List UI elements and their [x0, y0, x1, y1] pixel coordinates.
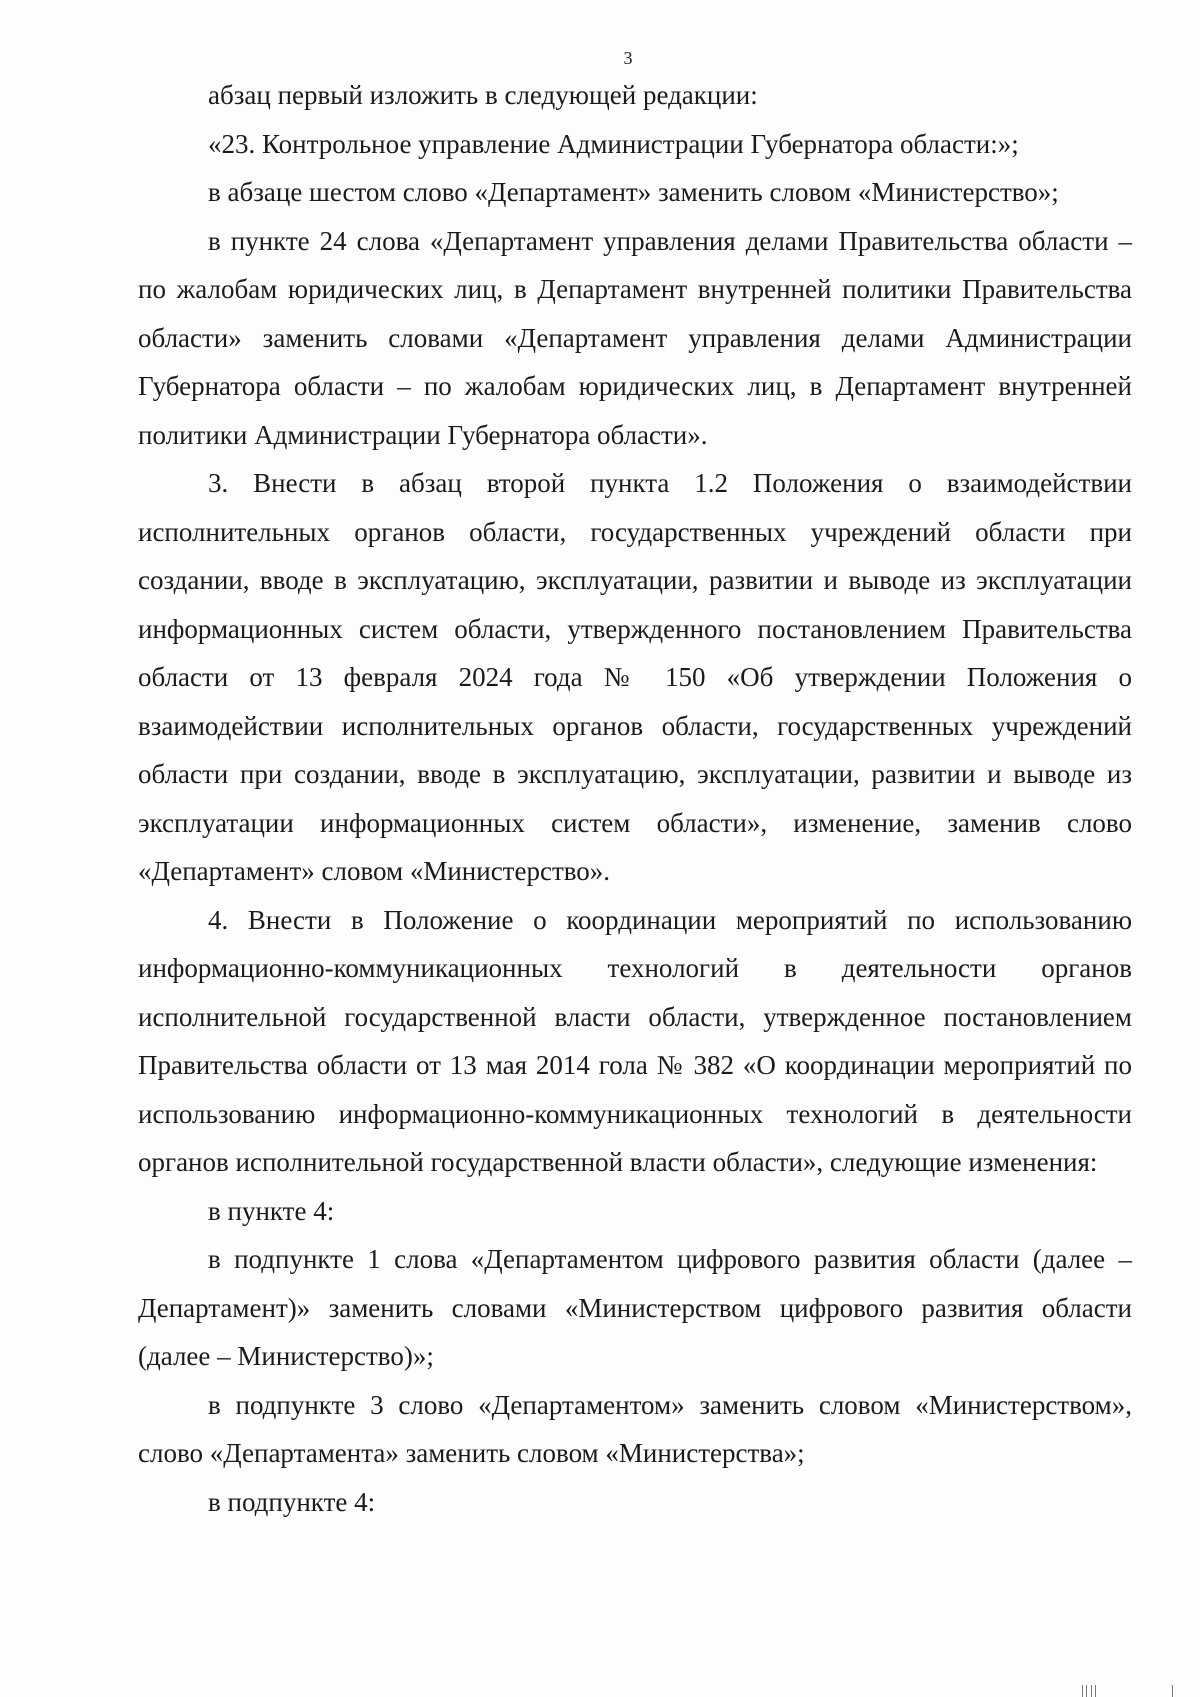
- paragraph: абзац первый изложить в следующей редакции:: [208, 80, 758, 110]
- paragraph: в пункте 24 слова «Департамент управления делами Правительства области – по жалобам юридических лиц, в Департамент внутренней политики Правительства области» заменить словами «Департамент управления делами Администрации Губернатора области – по жалобам юридических лиц, в Департамент внутренней политики Администрации Губернатора области».: [138, 225, 1132, 450]
- paragraph: «23. Контрольное управление Администрации Губернатора области:»;: [208, 128, 1019, 159]
- paragraph: 4. Внести в Положение о координации мероприятий по использованию информационно-коммуникационных технологий в деятельности органов исполнительной государственной власти области, утвержденное постановлением Правительства области от 13 мая 2014 гола № 382 «О координации мероприятий по использованию информационно-коммуникационных технологий в деятельности органов исполнительной государственной власти области», следующие изменения:: [138, 904, 1132, 1177]
- paragraph: в пункте 4:: [208, 1195, 335, 1226]
- paragraph: в подпункте 1 слова «Департаментом цифрового развития области (далее – Департамент)» заменить словами «Министерством цифрового развития области (далее – Министерство)»;: [138, 1244, 1132, 1371]
- paragraph: в подпункте 4:: [208, 1486, 376, 1517]
- document-body: [138, 71, 1132, 1526]
- scan-edge-marks: [1082, 1681, 1178, 1697]
- paragraph: в абзаце шестом слово «Департамент» заменить словом «Министерство»;: [208, 177, 1059, 207]
- paragraph: 3. Внести в абзац второй пункта 1.2 Положения о взаимодействии исполнительных органов области, государственных учреждений области при создании, вводе в эксплуатацию, эксплуатации, развитии и выводе из эксплуатации информационных систем области, утвержденного постановлением Правительства области от 13 февраля 2024 года № 150 «Об утверждении Положения о взаимодействии исполнительных органов области, государственных учреждений области при создании, вводе в эксплуатацию, эксплуатации, развитии и выводе из эксплуатации информационных систем области», изменение, заменив слово «Департамент» словом «Министерство».: [138, 468, 1132, 886]
- paragraph: в подпункте 3 слово «Департаментом» заменить словом «Министерством», слово «Департамента» заменить словом «Министерства»;: [138, 1389, 1132, 1468]
- page-number: 3: [623, 48, 633, 68]
